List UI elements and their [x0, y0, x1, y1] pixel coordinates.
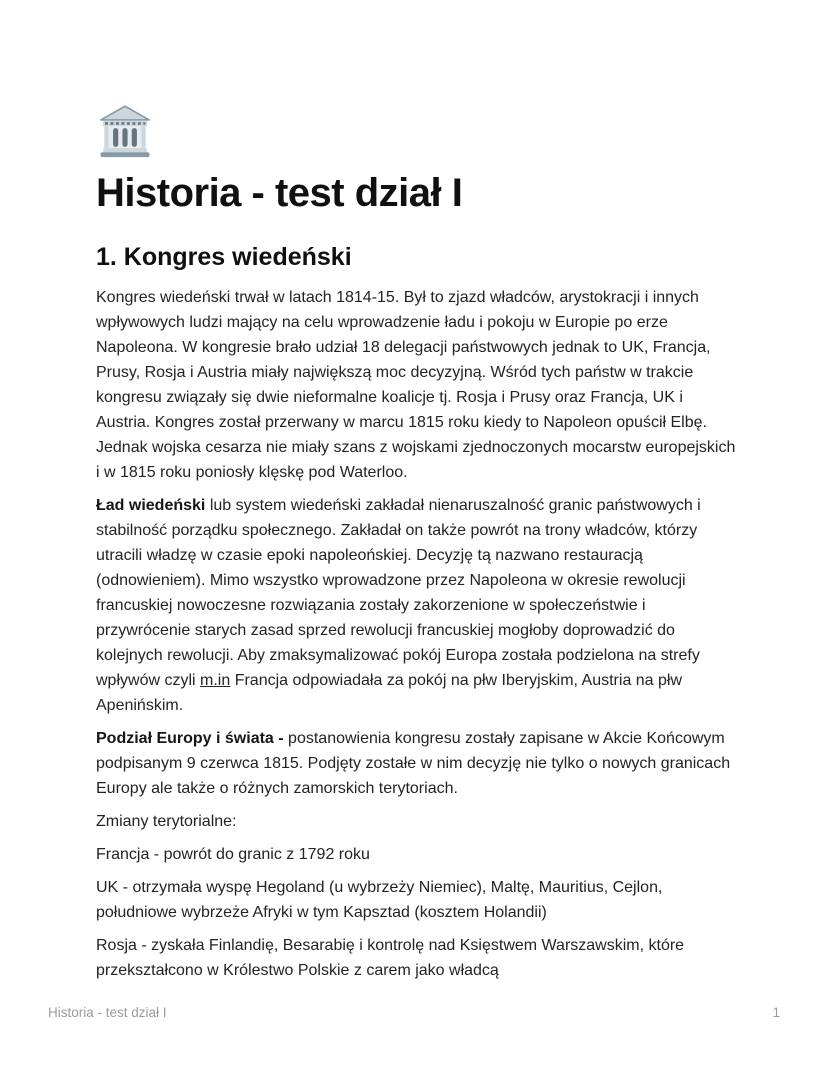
document-content: [96, 103, 738, 991]
paragraph-division-europe: [96, 726, 738, 801]
paragraph-france: Francja - powrót do granic z 1792 roku: [96, 846, 370, 863]
paragraph-uk: UK - otrzymała wyspę Hegoland (u wybrzeży Niemiec), Maltę, Mauritius, Cejlon, południowe wybrzeże Afryki w tym Kapsztad (kosztem Holandii): [96, 879, 663, 921]
bold-lead-division: Podział Europy i świata -: [96, 730, 289, 747]
footer-page-number: 1: [772, 1005, 780, 1020]
text-run: lub system wiedeński zakładał nienaruszalność granic państwowych i stabilność porządku społecznego. Zakładał on także powrót na trony władców, którzy utracili władzę w czasie epoki napoleońskiej. Decyzję tą nazwano restauracją (odnowieniem). Mimo wszystko wprowadzone przez Napoleona w okresie rewolucji francuskiej nowoczesne rozwiązania zostały zakorzenione w społeczeństwie i przywrócenie starych zasad sprzed rewolucji francuskiej mogłoby doprowadzić do kolejnych rewolucji. Aby zmaksymalizować pokój Europa została podzielona na strefy wpływów czyli: [96, 497, 701, 689]
paragraph-vienna-order: [96, 493, 738, 718]
paragraph-russia: Rosja - zyskała Finlandię, Besarabię i kontrolę nad Księstwem Warszawskim, które przekształcono w Królestwo Polskie z carem jako władcą: [96, 937, 685, 979]
text-run: Francja odpowiadała za pokój na płw Iberyjskim, Austria na płw Apenińskim.: [96, 672, 683, 714]
bold-lead-vienna-order: Ład wiedeński: [96, 497, 206, 514]
document-title: Historia - test dział I: [96, 171, 463, 215]
text-run: postanowienia kongresu zostały zapisane w Akcie Końcowym podpisanym 9 czerwca 1815. Podjęty zostałe w nim decyzję nie tylko o nowych granicach Europy ale także o różnych zamorskich terytoriach.: [96, 730, 731, 797]
classical-building-icon: [96, 103, 154, 161]
paragraph-congress-overview: Kongres wiedeński trwał w latach 1814-15. Był to zjazd władców, arystokracji i innych wpływowych ludzi mający na celu wprowadzenie ładu i pokoju w Europie po erze Napoleona. W kongresie brało udział 18 delegacji państwowych jednak to UK, Francja, Prusy, Rosja i Austria miały największą moc decyzyjną. Wśród tych państw w trakcie kongresu związały się dwie nieformalne koalicje tj. Rosja i Prusy oraz Francja, UK i Austria. Kongres został przerwany w marcu 1815 roku kiedy to Napoleon opuścił Elbę. Jednak wojska cesarza nie miały szans z wojskami zjednoczonych mocarstw europejskich i w 1815 roku poniosły klęskę pod Waterloo.: [96, 289, 736, 481]
section-heading: 1. Kongres wiedeński: [96, 243, 352, 271]
paragraph-territorial-changes-label: Zmiany terytorialne:: [96, 813, 237, 830]
underlined-abbreviation: m.in: [200, 672, 231, 689]
footer-title: Historia - test dział I: [48, 1005, 167, 1020]
page-footer: [48, 1005, 780, 1020]
